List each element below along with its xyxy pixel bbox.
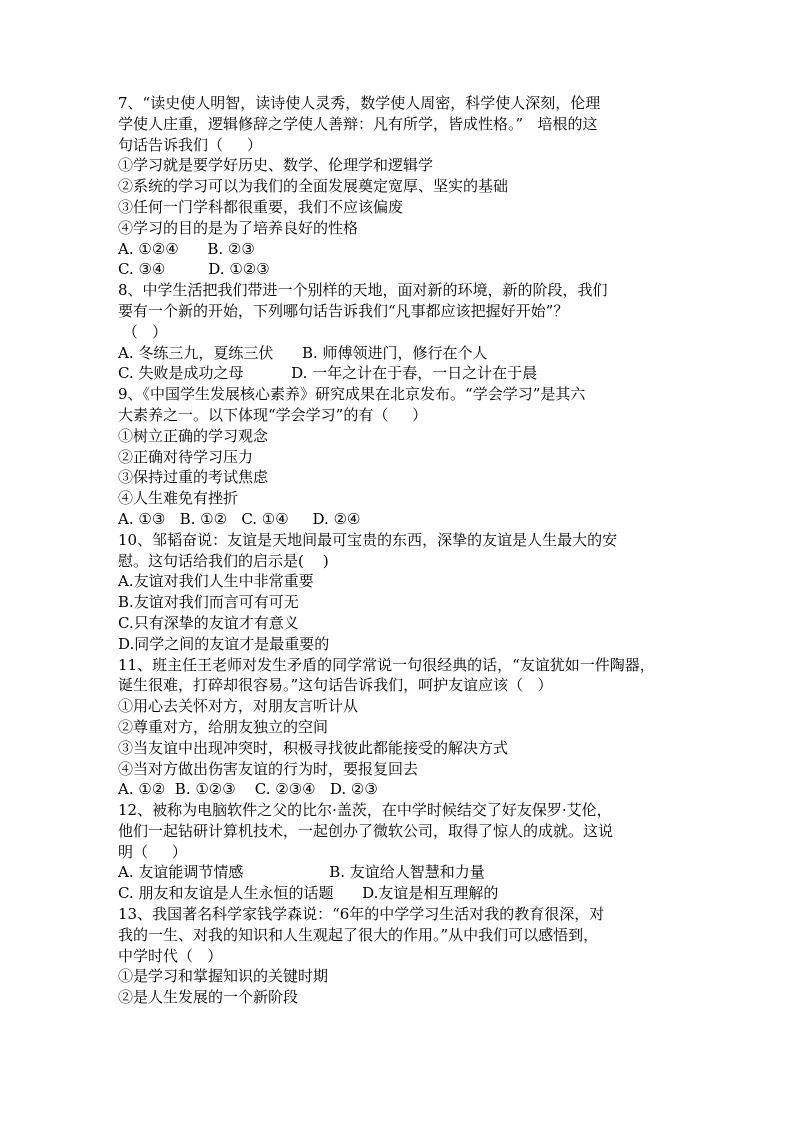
q11-statement-2: ②尊重对方，给朋友独立的空间: [118, 717, 329, 736]
q10-option-d: D.同学之间的友谊才是最重要的: [118, 634, 330, 653]
q8-options-cd: C. 失败是成功之母 D. 一年之计在于春，一日之计在于晨: [118, 364, 538, 383]
q10-stem-line-1: 10、邹韬奋说：友谊是天地间最可宝贵的东西，深挚的友谊是人生最大的安: [118, 530, 618, 549]
q12-options-ab: A. 友谊能调节情感 B. 友谊给人智慧和力量: [118, 863, 485, 882]
q9-statement-3: ③保持过重的考试焦虑: [118, 468, 269, 487]
q9-stem-line-1: 9、《中国学生发展核心素养》研究成果在北京发布。“学会学习”是其六: [118, 385, 586, 404]
q10-stem-line-2: 慰。这句话给我们的启示是( ): [118, 551, 329, 570]
q7-stem-line-3: 句话告诉我们（ ）: [118, 135, 262, 154]
q12-stem-line-3: 明（ ）: [118, 842, 187, 861]
q9-stem-line-2: 大素养之一。以下体现“学会学习”的有（ ）: [118, 405, 428, 424]
q13-statement-1: ①是学习和掌握知识的关键时期: [118, 967, 329, 986]
q10-option-a: A.友谊对我们人生中非常重要: [118, 572, 314, 591]
q11-stem-line-1: 11、班主任王老师对发生矛盾的同学常说一句很经典的话，“友谊犹如一件陶器，: [118, 655, 655, 674]
q9-options: A. ①③ B. ①② C. ①④ D. ②④: [118, 509, 361, 528]
q11-statement-1: ①用心去关怀对方，对朋友言听计从: [118, 697, 359, 716]
q9-statement-1: ①树立正确的学习观念: [118, 426, 269, 445]
q11-statement-4: ④当对方做出伤害友谊的行为时，要报复回去: [118, 759, 419, 778]
q13-statement-2: ②是人生发展的一个新阶段: [118, 988, 299, 1007]
q11-options: A. ①② B. ①②③ C. ②③④ D. ②③: [118, 780, 378, 799]
q8-stem-line-2: 要有一个新的开始，下列哪句话告诉我们“凡事都应该把握好开始”？: [118, 301, 569, 320]
q13-stem-line-3: 中学时代（ ）: [118, 946, 223, 965]
q7-options-cd: C. ③④ D. ①②③: [118, 260, 270, 279]
q11-stem-line-2: 诞生很难，打碎却很容易。”这句话告诉我们，呵护友谊应该（ ）: [118, 676, 553, 695]
q7-statement-4: ④学习的目的是为了培养良好的性格: [118, 218, 359, 237]
q12-stem-line-1: 12、被称为电脑软件之父的比尔·盖茨，在中学时候结交了好友保罗·艾伦，: [118, 801, 612, 820]
q10-option-c: C.只有深挚的友谊才有意义: [118, 613, 299, 632]
q11-statement-3: ③当友谊中出现冲突时，积极寻找彼此都能接受的解决方式: [118, 738, 509, 757]
q7-statement-1: ①学习就是要学好历史、数学、伦理学和逻辑学: [118, 156, 434, 175]
q7-statement-3: ③任何一门学科都很重要，我们不应该偏废: [118, 197, 404, 216]
q7-statement-2: ②系统的学习可以为我们的全面发展奠定宽厚、坚实的基础: [118, 177, 509, 196]
q12-options-cd: C. 朋友和友谊是人生永恒的话题 D.友谊是相互理解的: [118, 884, 499, 903]
q8-options-ab: A. 冬练三九，夏练三伏 B. 师傅领进门，修行在个人: [118, 343, 488, 362]
q13-stem-line-2: 我的一生、对我的知识和人生观起了很大的作用。”从中我们可以感悟到，: [118, 925, 599, 944]
q7-stem-line-2: 学使人庄重，逻辑修辞之学使人善辩：凡有所学，皆成性格。” 培根的这: [118, 114, 598, 133]
q13-stem-line-1: 13、我国著名科学家钱学森说：“6年的中学学习生活对我的教育很深，对: [118, 905, 605, 924]
q8-stem-line-1: 8、中学生活把我们带进一个别样的天地，面对新的环境，新的阶段，我们: [118, 281, 608, 300]
q10-option-b: B.友谊对我们而言可有可无: [118, 593, 299, 612]
document-page: [118, 93, 688, 1008]
q8-stem-line-3: （ ）: [118, 322, 168, 341]
q9-statement-4: ④人生难免有挫折: [118, 489, 239, 508]
q12-stem-line-2: 他们一起钻研计算机技术，一起创办了微软公司，取得了惊人的成就。这说: [118, 821, 614, 840]
q7-options-ab: A. ①②④ B. ②③: [118, 239, 255, 258]
q9-statement-2: ②正确对待学习压力: [118, 447, 254, 466]
q7-stem-line-1: 7、“读史使人明智，读诗使人灵秀，数学使人周密，科学使人深刻，伦理: [118, 94, 601, 112]
